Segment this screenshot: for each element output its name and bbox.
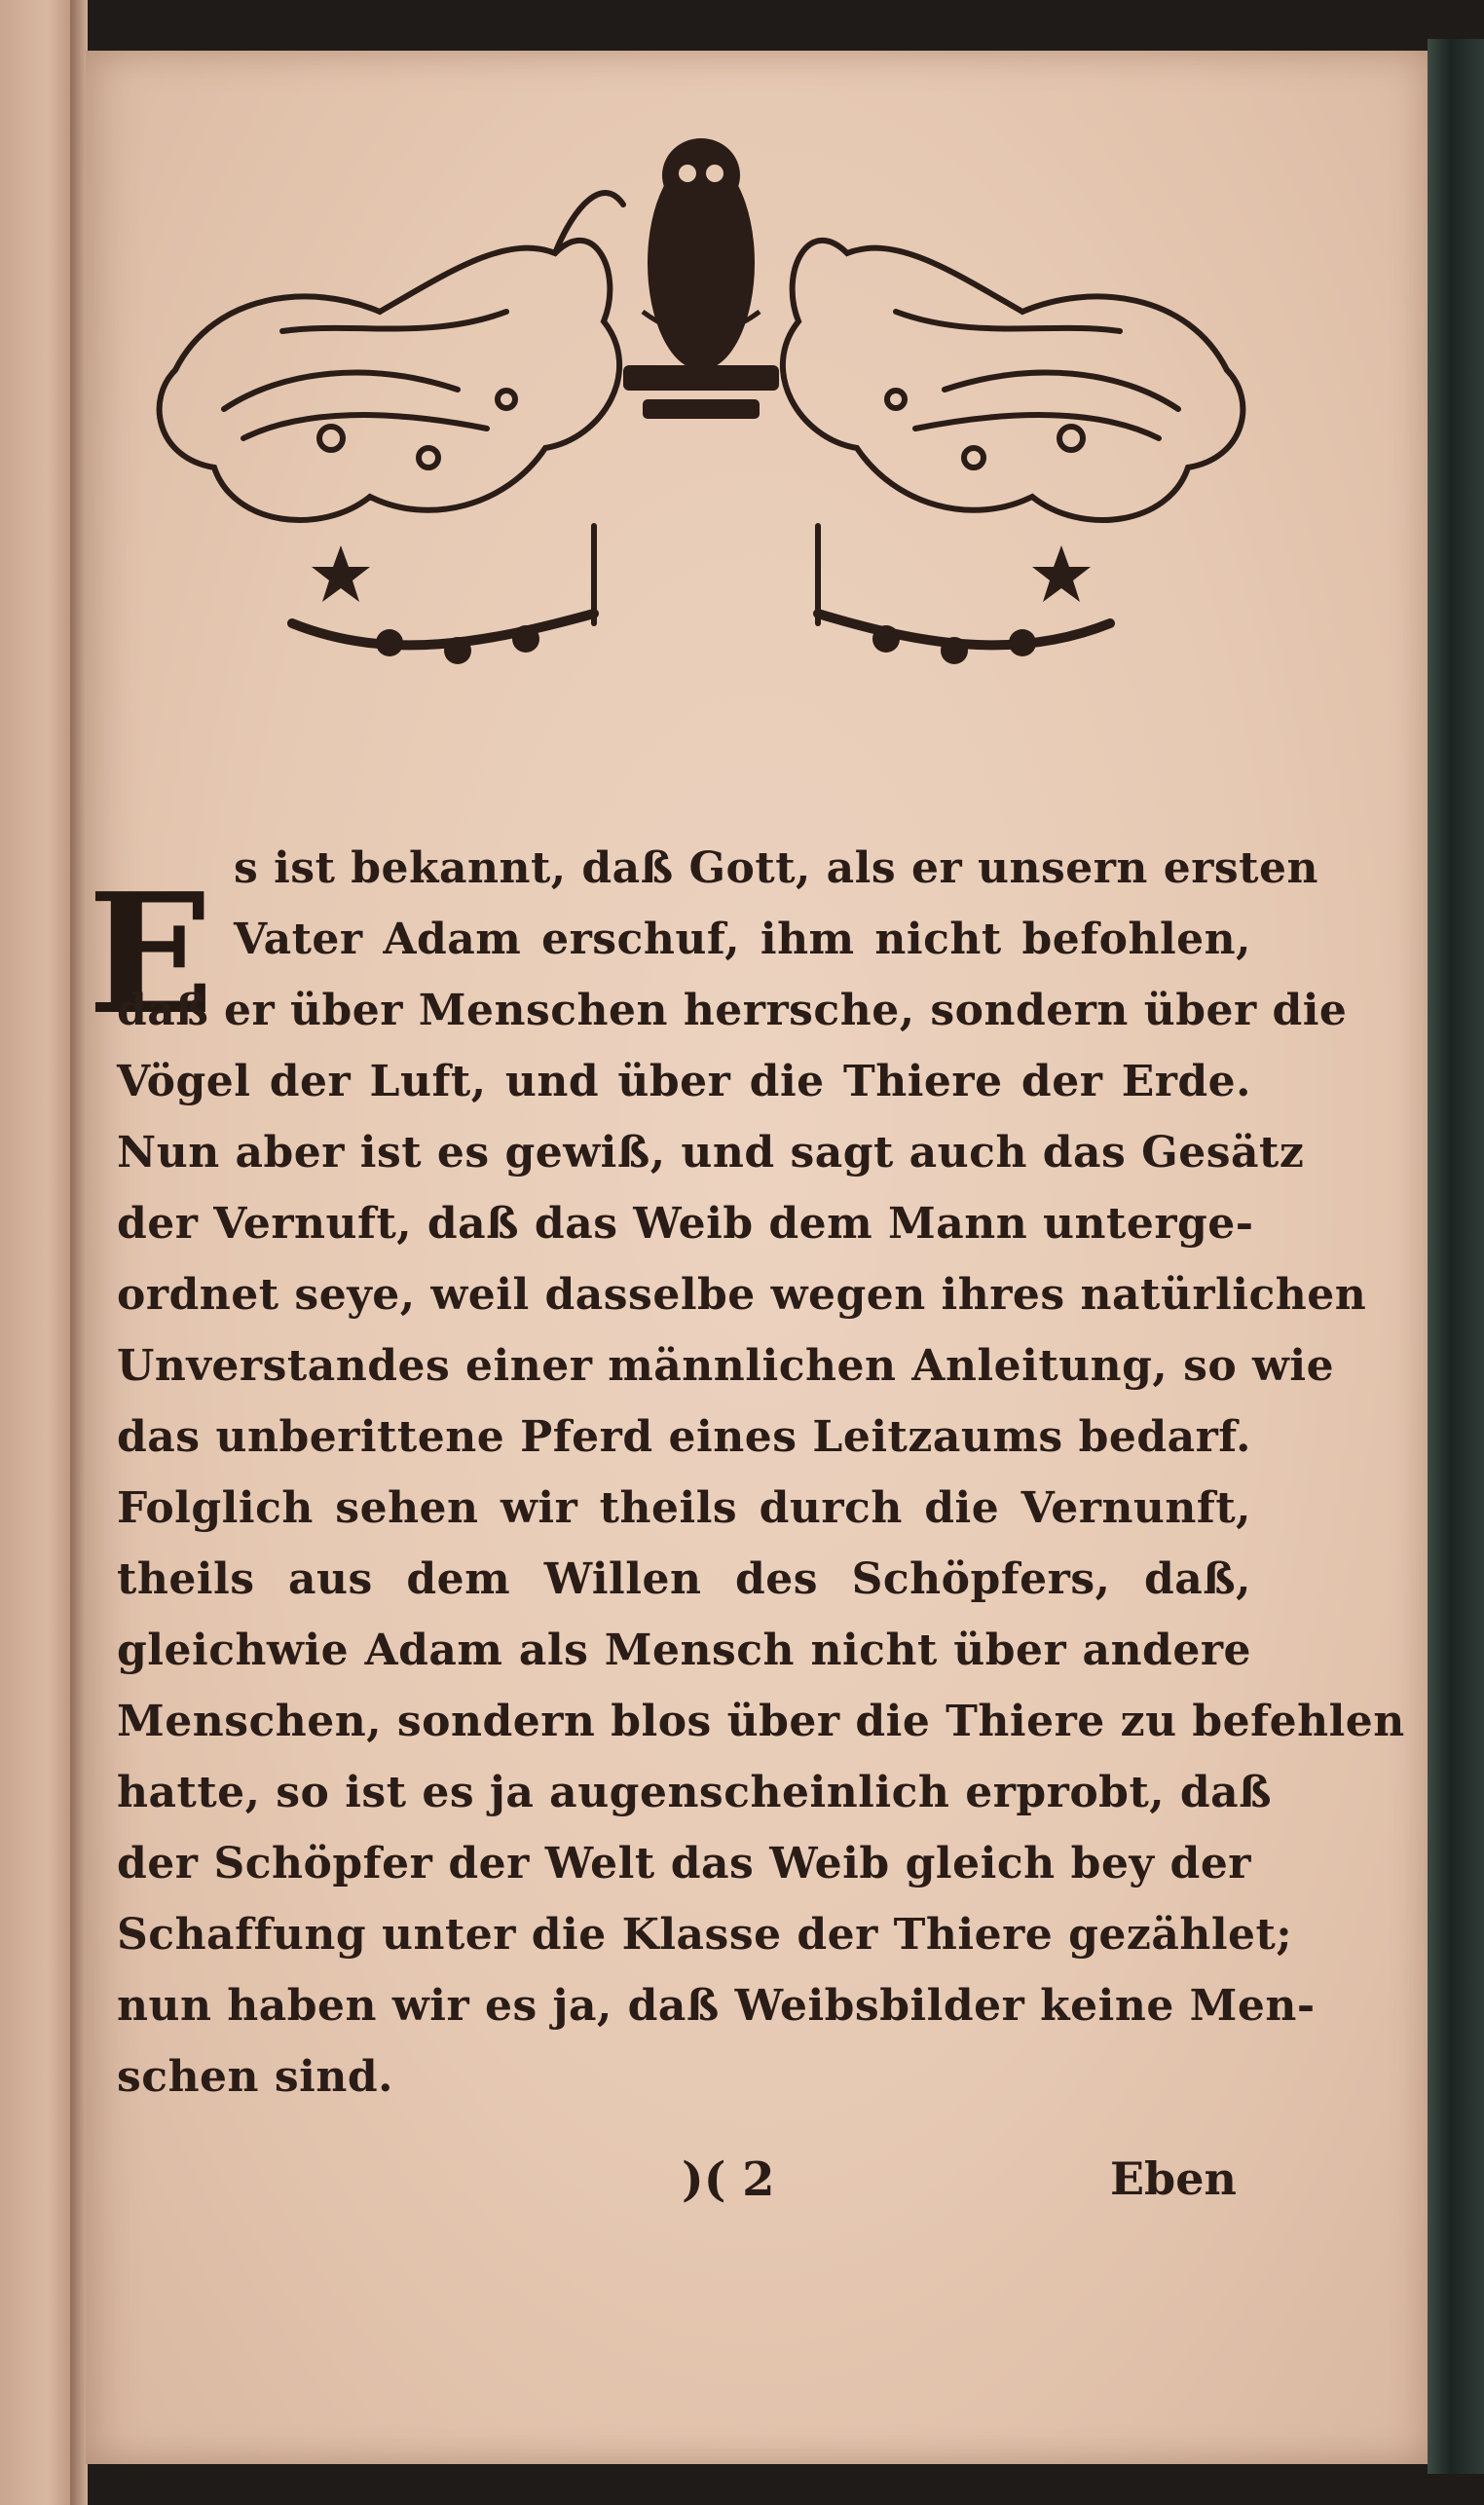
- text-line: Vater Adam erschuf, ihm nicht befohlen,: [234, 915, 1251, 964]
- left-page-edge: [0, 0, 78, 2505]
- text-line: das unberittene Pferd eines Leitzaums bedarf.: [117, 1412, 1251, 1462]
- text-line: Unverstandes einer männlichen Anleitung, so wie: [117, 1341, 1335, 1391]
- text-line: Vögel der Luft, und über die Thiere der Erde.: [117, 1057, 1251, 1106]
- text-line: Nun aber ist es gewiß, und sagt auch das Gesätz: [117, 1128, 1305, 1178]
- text-line: Schaffung unter die Klasse der Thiere gezählet;: [117, 1910, 1293, 1960]
- text-line: Folglich sehen wir theils durch die Vernunft,: [117, 1483, 1251, 1533]
- signature-mark: )( 2: [682, 2152, 775, 2207]
- owl-ornament-vignette: [136, 117, 1266, 721]
- text-line: s ist bekannt, daß Gott, als er unsern ersten: [234, 843, 1318, 893]
- text-line: ordnet seye, weil dasselbe wegen ihres natürlichen: [117, 1270, 1367, 1320]
- text-line: theils aus dem Willen des Schöpfers, daß,: [117, 1554, 1251, 1604]
- text-line: nun haben wir es ja, daß Weibsbilder keine Men-: [117, 1981, 1316, 2031]
- catchword: Eben: [1110, 2152, 1237, 2205]
- text-line: gleichwie Adam als Mensch nicht über andere: [117, 1626, 1251, 1675]
- cover-edge: [1428, 39, 1484, 2474]
- text-line: hatte, so ist es ja augenscheinlich erprobt, daß: [117, 1768, 1273, 1817]
- body-text: [117, 833, 1405, 2112]
- text-line: Menschen, sondern blos über die Thiere zu befehlen: [117, 1697, 1405, 1746]
- text-line: der Schöpfer der Welt das Weib gleich bey der: [117, 1839, 1251, 1888]
- drop-cap-letter: E: [88, 857, 214, 1052]
- text-line: der Vernuft, daß das Weib dem Mann unterge-: [117, 1199, 1254, 1249]
- text-line: daß er über Menschen herrsche, sondern über die: [117, 986, 1348, 1035]
- page-footer: [0, 2152, 1428, 2230]
- text-line: schen sind.: [117, 2052, 393, 2102]
